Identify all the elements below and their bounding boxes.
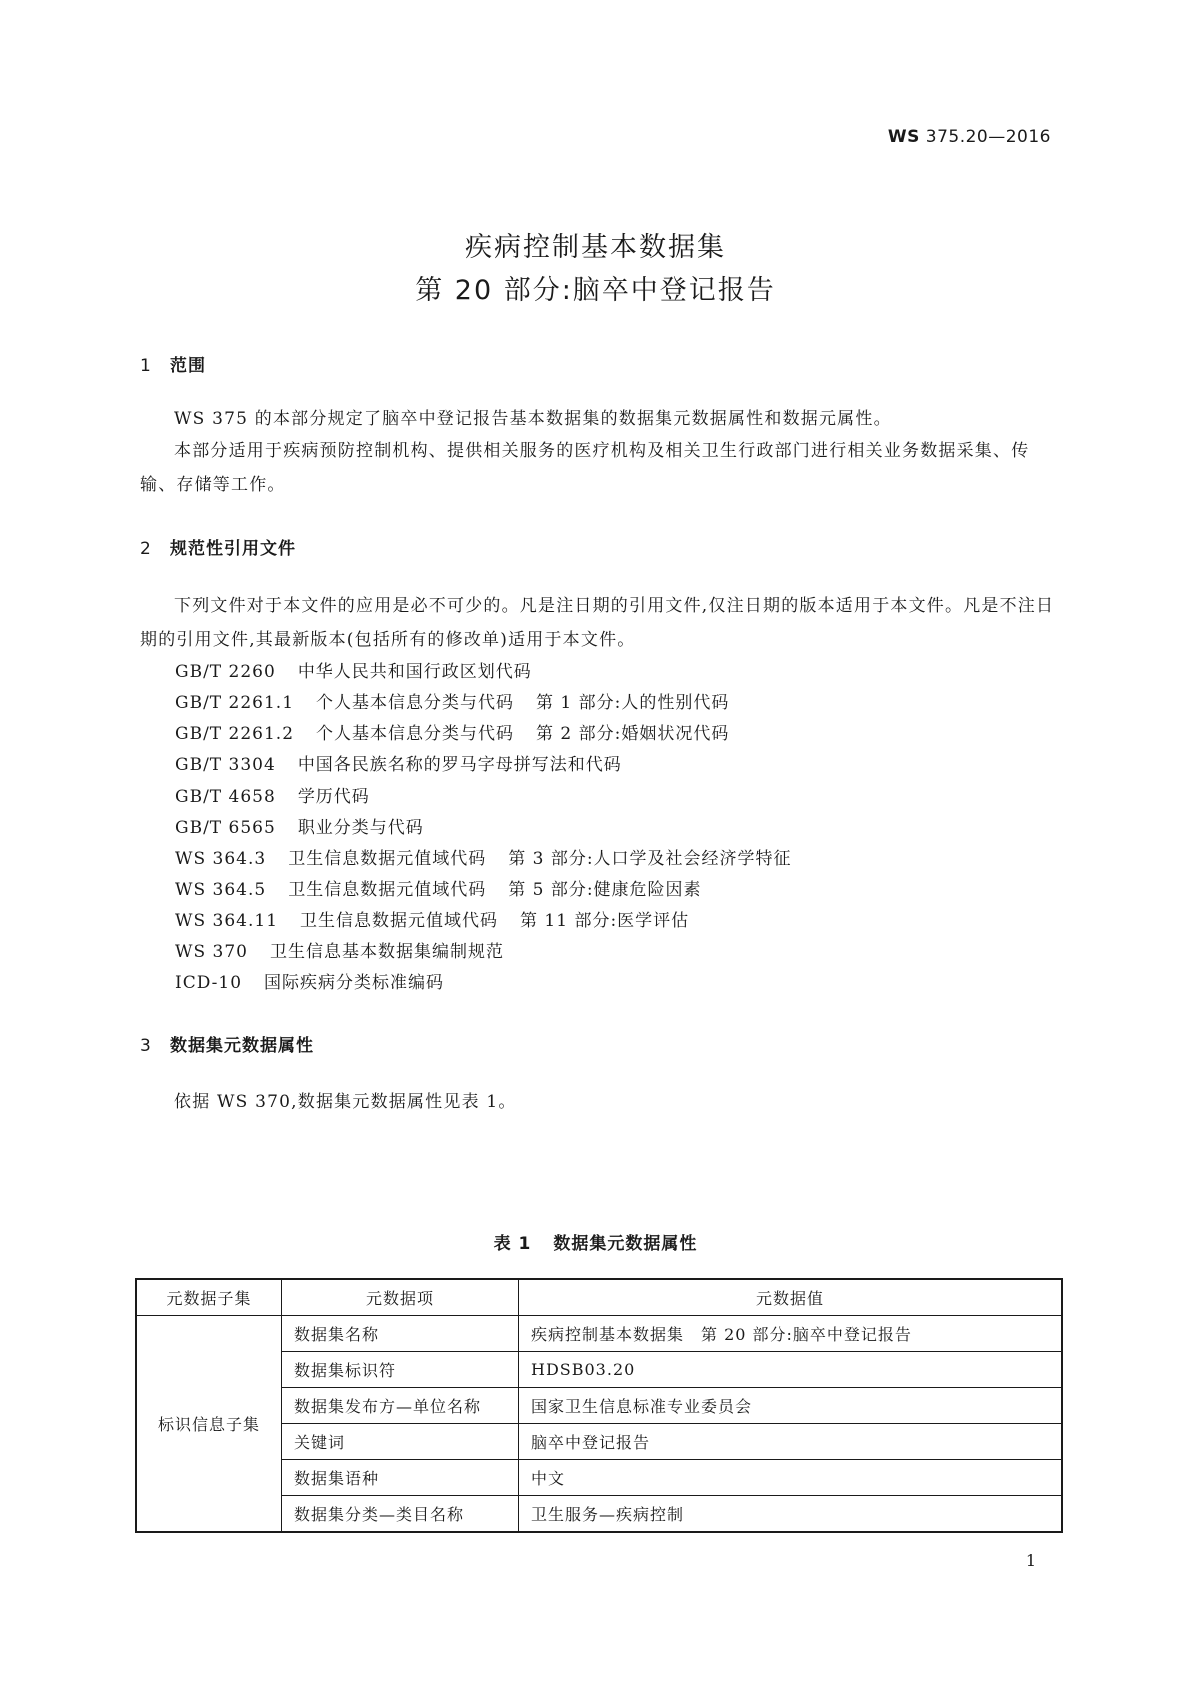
- reference-title: 中国各民族名称的罗马字母拼写法和代码: [297, 755, 622, 775]
- section-number: 1: [140, 356, 152, 376]
- reference-code: WS 370: [175, 942, 248, 962]
- reference-part: 第 5 部分:健康危险因素: [508, 880, 702, 900]
- reference-title: 卫生信息数据元值域代码: [288, 849, 487, 869]
- table-header-row: [136, 1279, 1062, 1316]
- reference-item: [175, 813, 424, 838]
- reference-code: GB/T 2261.1: [175, 693, 295, 713]
- reference-code: GB/T 2261.2: [175, 724, 295, 744]
- page-number: 1: [1025, 1551, 1036, 1570]
- value-cell: HDSB03.20: [519, 1352, 1063, 1388]
- item-cell: 数据集发布方—单位名称: [282, 1388, 519, 1424]
- reference-part: 第 1 部分:人的性别代码: [536, 693, 730, 713]
- section-3-intro: 依据 WS 370,数据集元数据属性见表 1。: [174, 1092, 517, 1112]
- document-title: 疾病控制基本数据集: [465, 232, 726, 263]
- reference-title: 职业分类与代码: [297, 818, 424, 838]
- reference-code: GB/T 6565: [175, 818, 276, 838]
- reference-title: 中华人民共和国行政区划代码: [297, 662, 532, 682]
- value-cell: 国家卫生信息标准专业委员会: [519, 1388, 1063, 1424]
- reference-part: 第 3 部分:人口学及社会经济学特征: [508, 849, 792, 869]
- section-1-heading: [140, 351, 206, 376]
- subset-cell: 标识信息子集: [136, 1316, 282, 1533]
- reference-item: [175, 657, 532, 682]
- reference-item: [175, 968, 444, 993]
- reference-title: 个人基本信息分类与代码: [316, 693, 515, 713]
- reference-part: 第 2 部分:婚姻状况代码: [536, 724, 730, 744]
- section-2-intro: 下列文件对于本文件的应用是必不可少的。凡是注日期的引用文件,仅注日期的版本适用于本文件。凡是不注日期的引用文件,其最新版本(包括所有的修改单)适用于本文件。: [140, 596, 1055, 650]
- table-row: [136, 1316, 1062, 1352]
- table-caption-title: 数据集元数据属性: [553, 1234, 698, 1254]
- value-cell: 中文: [519, 1460, 1063, 1496]
- value-cell: 疾病控制基本数据集 第 20 部分:脑卒中登记报告: [519, 1316, 1063, 1352]
- section-2-heading: [140, 534, 296, 559]
- section-3-heading: [140, 1031, 314, 1056]
- section-title: 规范性引用文件: [170, 539, 296, 559]
- column-header: 元数据子集: [136, 1279, 282, 1316]
- metadata-table: [135, 1278, 1063, 1533]
- column-header: 元数据项: [282, 1279, 519, 1316]
- standard-code: [888, 127, 1051, 147]
- reference-item: [175, 750, 622, 775]
- section-number: 3: [140, 1036, 152, 1056]
- document-subtitle: 第 20 部分:脑卒中登记报告: [415, 275, 776, 306]
- table-caption: [0, 1229, 1191, 1254]
- reference-part: 第 11 部分:医学评估: [520, 911, 690, 931]
- reference-item: [175, 875, 702, 900]
- reference-title: 个人基本信息分类与代码: [316, 724, 515, 744]
- standard-prefix: WS: [887, 127, 920, 147]
- reference-item: [175, 782, 370, 807]
- item-cell: 数据集名称: [282, 1316, 519, 1352]
- section-number: 2: [140, 539, 152, 559]
- reference-title: 卫生信息数据元值域代码: [288, 880, 487, 900]
- reference-item: [175, 688, 729, 713]
- item-cell: 数据集标识符: [282, 1352, 519, 1388]
- reference-title: 卫生信息数据元值域代码: [300, 911, 499, 931]
- value-cell: 脑卒中登记报告: [519, 1424, 1063, 1460]
- standard-number: 375.20—2016: [925, 127, 1051, 147]
- item-cell: 关键词: [282, 1424, 519, 1460]
- reference-code: WS 364.3: [175, 849, 267, 869]
- reference-code: GB/T 2260: [175, 662, 276, 682]
- section-1-paragraph: 本部分适用于疾病预防控制机构、提供相关服务的医疗机构及相关卫生行政部门进行相关业务数据采集、传输、存储等工作。: [140, 441, 1030, 495]
- reference-title: 学历代码: [297, 787, 370, 807]
- reference-code: GB/T 3304: [175, 755, 276, 775]
- reference-item: [175, 937, 504, 962]
- reference-item: [175, 906, 689, 931]
- value-cell: 卫生服务—疾病控制: [519, 1496, 1063, 1533]
- item-cell: 数据集分类—类目名称: [282, 1496, 519, 1533]
- section-1-paragraph: WS 375 的本部分规定了脑卒中登记报告基本数据集的数据集元数据属性和数据元属性。: [174, 409, 892, 429]
- reference-item: [175, 719, 729, 744]
- reference-code: WS 364.11: [175, 911, 279, 931]
- reference-item: [175, 844, 792, 869]
- table-caption-label: 表 1: [493, 1234, 532, 1254]
- reference-title: 国际疾病分类标准编码: [264, 973, 445, 993]
- reference-code: WS 364.5: [175, 880, 267, 900]
- section-title: 范围: [170, 356, 206, 376]
- reference-code: ICD-10: [175, 973, 243, 993]
- reference-code: GB/T 4658: [175, 787, 276, 807]
- item-cell: 数据集语种: [282, 1460, 519, 1496]
- reference-title: 卫生信息基本数据集编制规范: [269, 942, 504, 962]
- column-header: 元数据值: [519, 1279, 1063, 1316]
- section-title: 数据集元数据属性: [170, 1036, 314, 1056]
